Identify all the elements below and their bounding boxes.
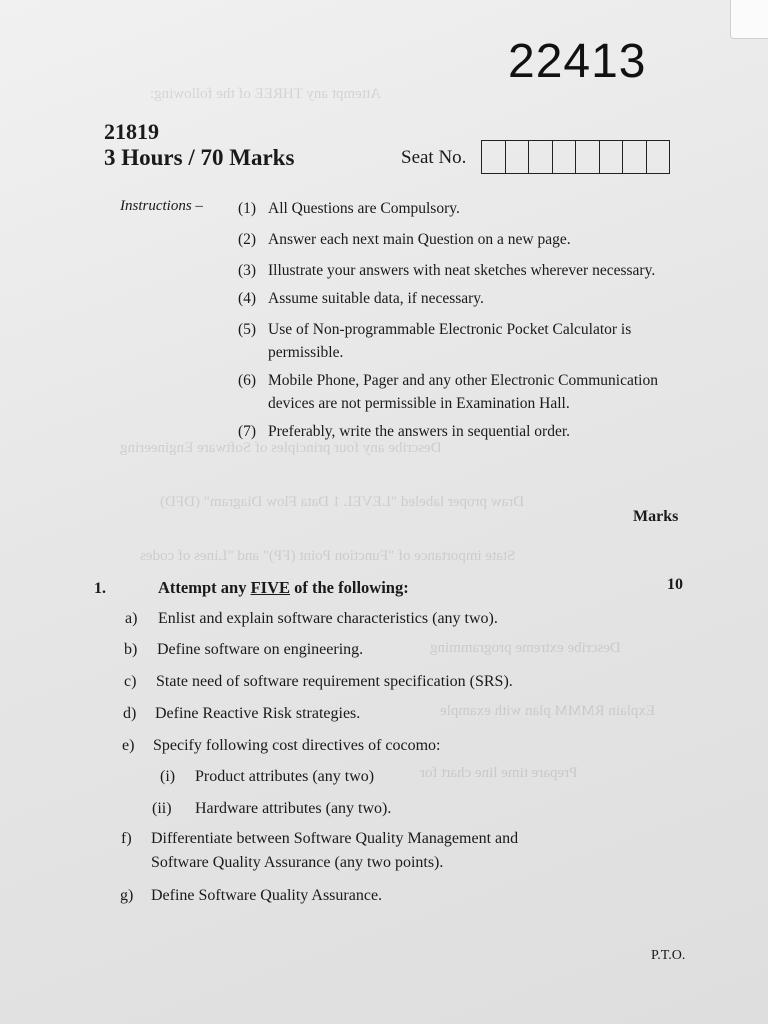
instruction-number: (2) <box>238 231 257 248</box>
part-text: Differentiate between Software Quality Management and <box>151 830 519 847</box>
instruction-text: Illustrate your answers with neat sketches wherever necessary. <box>268 262 656 279</box>
part-label: g) <box>120 887 134 904</box>
part-text: Enlist and explain software characteristics (any two). <box>158 610 498 627</box>
part-text: Specify following cost directives of cocomo: <box>153 737 441 754</box>
instruction-item <box>238 228 658 251</box>
instruction-text: Preferably, write the answers in sequential order. <box>268 423 571 440</box>
seat-digit-box <box>506 141 530 173</box>
part-text: Define software on engineering. <box>157 641 364 658</box>
seat-digit-box <box>529 141 553 173</box>
subpart-text: Product attributes (any two) <box>195 768 375 785</box>
part-text: Software Quality Assurance (any two points). <box>151 854 444 871</box>
instruction-text: Assume suitable data, if necessary. <box>268 290 484 307</box>
instruction-item <box>238 287 658 310</box>
part-text: Define Software Quality Assurance. <box>151 887 383 904</box>
seat-digit-box <box>482 141 506 173</box>
subpart-label: (ii) <box>152 800 172 817</box>
seat-number-boxes <box>481 140 670 174</box>
seat-digit-box <box>553 141 577 173</box>
part-label: e) <box>122 737 135 754</box>
bleed-through: Describe any four principles of Software Engineering <box>120 440 442 456</box>
instruction-text: All Questions are Compulsory. <box>268 200 460 217</box>
part-label: c) <box>124 673 137 690</box>
page-corner <box>730 0 768 39</box>
question-title-emphasis: FIVE <box>250 578 290 597</box>
bleed-through: State importance of "Function Point (FP)" and "Lines of codes <box>140 548 516 564</box>
instruction-number: (3) <box>238 262 257 279</box>
instruction-number: (1) <box>238 200 257 217</box>
instruction-item <box>238 369 658 415</box>
seat-digit-box <box>600 141 624 173</box>
seat-digit-box <box>623 141 647 173</box>
part-label: d) <box>123 705 137 722</box>
marks-column-heading: Marks <box>633 508 679 525</box>
question-title-prefix: Attempt any <box>158 578 251 597</box>
seat-digit-box <box>647 141 670 173</box>
instruction-number: (6) <box>238 372 257 389</box>
subpart-label: (i) <box>160 768 176 785</box>
subject-code: 21819 <box>104 119 159 144</box>
instruction-number: (4) <box>238 290 257 307</box>
paper-code: 22413 <box>508 35 647 88</box>
part-label: a) <box>125 610 138 627</box>
instruction-text: Answer each next main Question on a new page. <box>268 231 571 248</box>
instruction-number: (7) <box>238 423 257 440</box>
instruction-text: Mobile Phone, Pager and any other Electronic Communication devices are not permissible in Examination Hall. <box>268 372 658 412</box>
question-number: 1. <box>94 580 106 597</box>
instruction-item <box>238 318 658 364</box>
bleed-through: Explain RMMM plan with example <box>440 703 655 719</box>
subpart-text: Hardware attributes (any two). <box>195 800 392 817</box>
instruction-item <box>238 259 658 282</box>
seat-digit-box <box>576 141 600 173</box>
question-marks: 10 <box>667 576 683 593</box>
instruction-item <box>238 197 658 220</box>
part-text: State need of software requirement specification (SRS). <box>156 673 513 690</box>
please-turn-over: P.T.O. <box>651 948 686 963</box>
duration-marks: 3 Hours / 70 Marks <box>104 145 295 170</box>
instructions-label: Instructions – <box>120 198 203 214</box>
instructions-list <box>238 197 658 451</box>
instruction-item <box>238 420 658 443</box>
part-text: Define Reactive Risk strategies. <box>155 705 361 722</box>
instruction-number: (5) <box>238 321 257 338</box>
question-title <box>158 578 409 598</box>
bleed-through: Attempt any THREE of the following: <box>150 86 381 102</box>
question-title-suffix: of the following: <box>290 578 409 597</box>
bleed-through: Prepare time line chart for <box>420 765 578 781</box>
instruction-text: Use of Non-programmable Electronic Pocket Calculator is permissible. <box>268 321 632 361</box>
part-label: b) <box>124 641 138 658</box>
bleed-through: Describe extreme programming <box>430 640 621 656</box>
seat-number-label: Seat No. <box>401 147 467 168</box>
bleed-through: Draw proper labeled "LEVEL 1 Data Flow Diagram" (DFD) <box>160 494 525 510</box>
part-label: f) <box>121 830 132 847</box>
